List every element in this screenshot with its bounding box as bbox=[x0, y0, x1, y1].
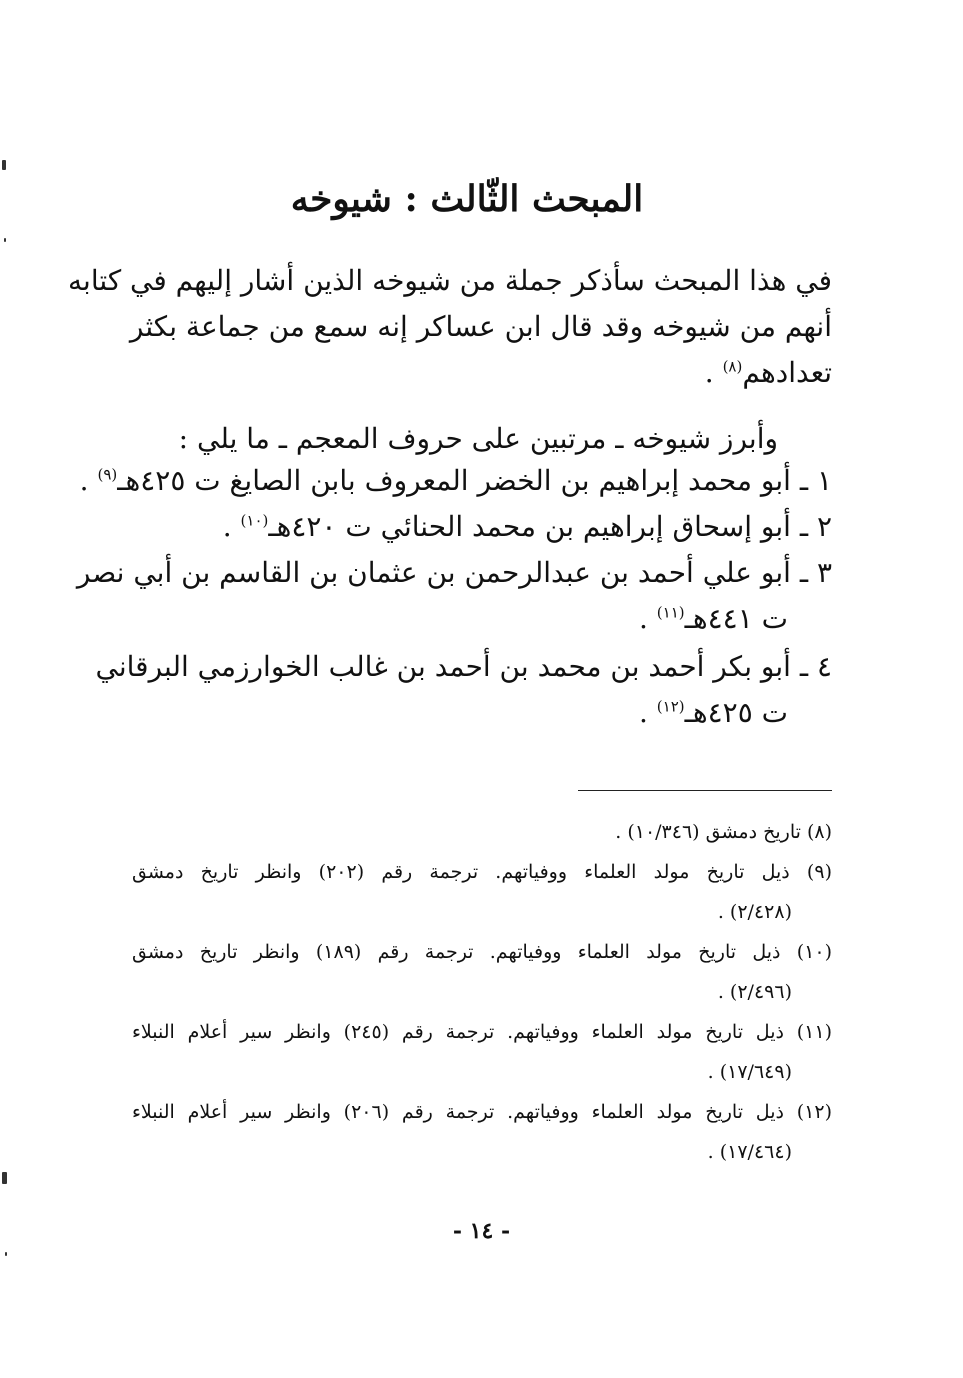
footnote bbox=[132, 1092, 832, 1172]
footnote bbox=[132, 812, 832, 852]
list-item-end: . bbox=[638, 696, 648, 729]
list-item-line: ٤ ـ أبو بكر أحمد بن محمد بن أحمد بن غالب الخوارزمي البرقاني bbox=[95, 650, 832, 683]
list-item-end: . bbox=[222, 510, 232, 543]
footnote-divider bbox=[578, 790, 832, 791]
footnote-line: (١٢) ذيل تاريخ مولد العلماء ووفياتهم. ترجمة رقم (٢٠٦) وانظر سير أعلام النبلاء bbox=[132, 1101, 832, 1123]
footnote-ref-10: (١٠) bbox=[240, 511, 269, 530]
footnotes bbox=[132, 812, 832, 1172]
list-item-end: . bbox=[79, 464, 89, 497]
intro-line-3-text: تعدادهم bbox=[742, 356, 832, 389]
list-item bbox=[76, 550, 832, 642]
scan-artifact bbox=[2, 160, 6, 170]
intro-paragraph bbox=[68, 258, 832, 396]
footnote-ref-9: (٩) bbox=[97, 465, 118, 484]
intro-end-mark: . bbox=[704, 356, 714, 389]
list-item-continuation bbox=[132, 596, 832, 642]
intro-line-1: في هذا المبحث سأذكر جملة من شيوخه الذين أشار إليهم في كتابه bbox=[68, 264, 832, 297]
list-intro-text: وأبرز شيوخه ـ مرتبين على حروف المعجم ـ ما يلي : bbox=[178, 422, 778, 455]
scan-artifact bbox=[2, 1172, 7, 1184]
list-intro-line bbox=[132, 416, 832, 462]
footnote bbox=[132, 1012, 832, 1092]
footnote-continuation: (٢/٤٢٨) . bbox=[717, 901, 792, 923]
list-intro bbox=[132, 416, 832, 462]
footnote-line: (٨) تاريخ دمشق (١٠/٣٤٦) . bbox=[615, 821, 832, 843]
footnote-continuation: (٢/٤٩٦) . bbox=[717, 981, 792, 1003]
footnote-continuation: (١٧/٤٦٤) . bbox=[707, 1141, 792, 1163]
scan-artifact bbox=[4, 238, 6, 242]
list-item-line bbox=[132, 504, 832, 550]
page-number: - ١٤ - bbox=[452, 1218, 511, 1244]
list-item-continuation bbox=[132, 690, 832, 736]
list-item-text: ٢ ـ أبو إسحاق إبراهيم بن محمد الحنائي ت ٤٢٠هـ bbox=[268, 510, 832, 543]
list-item-end: . bbox=[638, 602, 648, 635]
section-heading: المبحث الثّالث : شيوخه bbox=[290, 178, 644, 220]
intro-line-3 bbox=[132, 350, 832, 396]
footnote bbox=[132, 932, 832, 1012]
list-item-date: ت ٤٤١هـ bbox=[684, 602, 788, 635]
footnote-ref-12: (١٢) bbox=[656, 697, 685, 716]
footnote-ref-8: (٨) bbox=[722, 357, 743, 376]
footnote-line: (٩) ذيل تاريخ مولد العلماء ووفياتهم. ترجمة رقم (٢٠٢) وانظر تاريخ دمشق bbox=[132, 861, 832, 883]
list-item-text: ١ ـ أبو محمد إبراهيم بن الخضر المعروف بابن الصايغ ت ٤٢٥هـ bbox=[117, 464, 832, 497]
list-item bbox=[79, 458, 832, 504]
footnote-continuation: (١٧/٦٤٩) . bbox=[707, 1061, 792, 1083]
footnote-line: (١٠) ذيل تاريخ مولد العلماء ووفياتهم. ترجمة رقم (١٨٩) وانظر تاريخ دمشق bbox=[132, 941, 832, 963]
list-item bbox=[132, 504, 832, 550]
list-item bbox=[95, 644, 832, 736]
sheikhs-list bbox=[76, 458, 832, 736]
list-item-date: ت ٤٢٥هـ bbox=[684, 696, 788, 729]
intro-line-2: أنهم من شيوخه وقد قال ابن عساكر إنه سمع من جماعة بكثر bbox=[129, 310, 832, 343]
footnote bbox=[132, 852, 832, 932]
list-item-line bbox=[79, 458, 832, 504]
footnote-ref-11: (١١) bbox=[656, 603, 685, 622]
list-item-line: ٣ ـ أبو علي أحمد بن عبدالرحمن بن عثمان بن القاسم بن أبي نصر bbox=[76, 556, 832, 589]
footnote-line: (١١) ذيل تاريخ مولد العلماء ووفياتهم. ترجمة رقم (٢٤٥) وانظر سير أعلام النبلاء bbox=[132, 1021, 832, 1043]
scan-artifact bbox=[5, 1252, 7, 1256]
